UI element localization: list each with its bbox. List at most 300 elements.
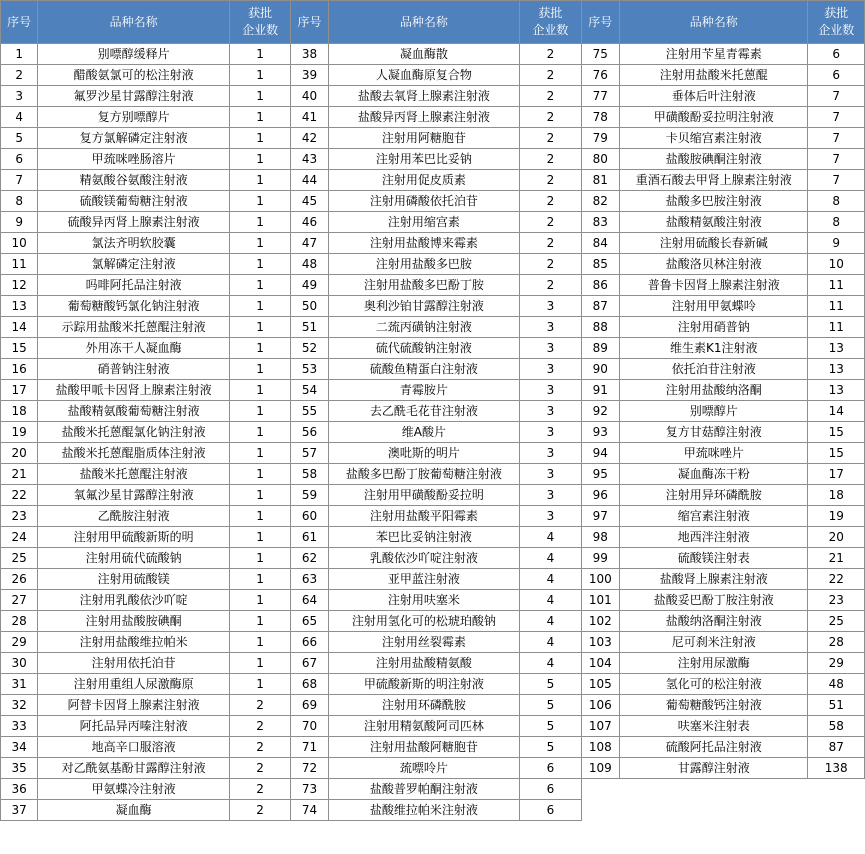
header-no-label: 序号 [297, 15, 322, 29]
cell-name: 精氨酸谷氨酸注射液 [38, 170, 230, 191]
header-count-line2: 企业数 [818, 23, 855, 37]
cell-no: 62 [291, 548, 328, 569]
cell-name: 盐酸肾上腺素注射液 [619, 569, 808, 590]
cell-count: 3 [520, 296, 581, 317]
cell-no: 4 [1, 107, 38, 128]
cell-no: 14 [1, 317, 38, 338]
cell-count: 15 [808, 422, 865, 443]
cell-name: 注射用氢化可的松琥珀酸钠 [328, 611, 520, 632]
cell-count: 8 [808, 191, 865, 212]
cell-count: 2 [520, 128, 581, 149]
cell-name: 盐酸维拉帕米注射液 [328, 800, 520, 821]
cell-name: 凝血酶 [38, 800, 230, 821]
cell-count: 51 [808, 695, 865, 716]
cell-name: 注射用盐酸纳洛酮 [619, 380, 808, 401]
table-row [1, 44, 865, 65]
cell-count: 1 [229, 548, 290, 569]
header-count [520, 1, 581, 44]
cell-count: 29 [808, 653, 865, 674]
cell-count: 20 [808, 527, 865, 548]
cell-name: 去乙酰毛花苷注射液 [328, 401, 520, 422]
table-row [1, 149, 865, 170]
cell-name: 尼可刹米注射液 [619, 632, 808, 653]
cell-no: 86 [581, 275, 619, 296]
table-row [1, 338, 865, 359]
cell-count: 2 [520, 65, 581, 86]
cell-no: 30 [1, 653, 38, 674]
cell-count: 1 [229, 506, 290, 527]
cell-name: 注射用盐酸米托蒽醌 [619, 65, 808, 86]
cell-name: 硫酸鱼精蛋白注射液 [328, 359, 520, 380]
cell-name: 注射用硝普钠 [619, 317, 808, 338]
header-count-line1: 获批 [248, 6, 273, 20]
cell-count: 48 [808, 674, 865, 695]
cell-no: 100 [581, 569, 619, 590]
cell-name: 氧氟沙星甘露醇注射液 [38, 485, 230, 506]
cell-name: 甲氨蝶冷注射液 [38, 779, 230, 800]
cell-no: 106 [581, 695, 619, 716]
table-body [1, 44, 865, 821]
cell-name: 硫酸阿托品注射液 [619, 737, 808, 758]
cell-no: 15 [1, 338, 38, 359]
cell-count: 25 [808, 611, 865, 632]
table-row [1, 422, 865, 443]
cell-count: 1 [229, 359, 290, 380]
header-no [1, 1, 38, 44]
cell-count: 7 [808, 128, 865, 149]
table-row [1, 107, 865, 128]
cell-no: 61 [291, 527, 328, 548]
table-row [1, 527, 865, 548]
cell-name: 盐酸普罗帕酮注射液 [328, 779, 520, 800]
cell-no: 37 [1, 800, 38, 821]
cell-no: 33 [1, 716, 38, 737]
cell-no: 105 [581, 674, 619, 695]
cell-count: 1 [229, 380, 290, 401]
cell-count: 14 [808, 401, 865, 422]
cell-count: 1 [229, 44, 290, 65]
cell-count: 19 [808, 506, 865, 527]
cell-name: 注射用甲硫酸新斯的明 [38, 527, 230, 548]
cell-name: 维生素K1注射液 [619, 338, 808, 359]
cell-no: 91 [581, 380, 619, 401]
cell-no: 18 [1, 401, 38, 422]
cell-no: 70 [291, 716, 328, 737]
cell-count: 2 [229, 716, 290, 737]
cell-name: 硫代硫酸钠注射液 [328, 338, 520, 359]
cell-name: 注射用盐酸维拉帕米 [38, 632, 230, 653]
cell-count: 1 [229, 254, 290, 275]
header-count-line1: 获批 [824, 6, 849, 20]
header-name-label: 品种名称 [109, 15, 158, 29]
cell-name: 注射用苯巴比妥钠 [328, 149, 520, 170]
cell-no: 17 [1, 380, 38, 401]
cell-count: 6 [520, 758, 581, 779]
cell-no: 74 [291, 800, 328, 821]
cell-count: 2 [520, 44, 581, 65]
cell-count: 2 [520, 275, 581, 296]
cell-no: 20 [1, 443, 38, 464]
cell-no: 3 [1, 86, 38, 107]
cell-no: 28 [1, 611, 38, 632]
header-no [291, 1, 328, 44]
cell-count: 2 [520, 86, 581, 107]
empty-cell [581, 800, 864, 821]
cell-name: 注射用精氨酸阿司匹林 [328, 716, 520, 737]
cell-no: 55 [291, 401, 328, 422]
cell-no: 32 [1, 695, 38, 716]
table-row [1, 212, 865, 233]
cell-count: 5 [520, 716, 581, 737]
cell-no: 34 [1, 737, 38, 758]
cell-count: 1 [229, 632, 290, 653]
cell-count: 2 [229, 695, 290, 716]
cell-no: 2 [1, 65, 38, 86]
cell-name: 缩宫素注射液 [619, 506, 808, 527]
cell-no: 76 [581, 65, 619, 86]
cell-no: 66 [291, 632, 328, 653]
cell-no: 75 [581, 44, 619, 65]
cell-count: 1 [229, 338, 290, 359]
table-row [1, 170, 865, 191]
cell-count: 1 [229, 653, 290, 674]
header-no-label: 序号 [7, 15, 32, 29]
cell-no: 29 [1, 632, 38, 653]
header-name-label: 品种名称 [689, 15, 738, 29]
cell-no: 93 [581, 422, 619, 443]
cell-name: 注射用促皮质素 [328, 170, 520, 191]
cell-count: 4 [520, 548, 581, 569]
cell-name: 盐酸多巴胺注射液 [619, 191, 808, 212]
cell-name: 注射用硫酸长春新碱 [619, 233, 808, 254]
cell-no: 64 [291, 590, 328, 611]
cell-no: 96 [581, 485, 619, 506]
table-row [1, 779, 865, 800]
cell-count: 3 [520, 359, 581, 380]
table-row [1, 800, 865, 821]
cell-no: 107 [581, 716, 619, 737]
table-row [1, 611, 865, 632]
cell-count: 1 [229, 401, 290, 422]
cell-count: 10 [808, 254, 865, 275]
cell-name: 复方别嘌醇片 [38, 107, 230, 128]
cell-no: 35 [1, 758, 38, 779]
cell-no: 11 [1, 254, 38, 275]
cell-name: 盐酸米托蒽醌注射液 [38, 464, 230, 485]
cell-no: 43 [291, 149, 328, 170]
cell-name: 吗啡阿托品注射液 [38, 275, 230, 296]
header-no-label: 序号 [588, 15, 613, 29]
cell-no: 7 [1, 170, 38, 191]
cell-name: 地西泮注射液 [619, 527, 808, 548]
cell-name: 呋塞米注射表 [619, 716, 808, 737]
cell-name: 盐酸精氨酸注射液 [619, 212, 808, 233]
cell-name: 亚甲蓝注射液 [328, 569, 520, 590]
cell-name: 氯解磷定注射液 [38, 254, 230, 275]
cell-no: 63 [291, 569, 328, 590]
cell-name: 青霉胺片 [328, 380, 520, 401]
cell-name: 复方甘菇醇注射液 [619, 422, 808, 443]
cell-no: 49 [291, 275, 328, 296]
cell-no: 65 [291, 611, 328, 632]
table-row [1, 359, 865, 380]
cell-count: 1 [229, 275, 290, 296]
cell-count: 1 [229, 569, 290, 590]
cell-count: 2 [229, 779, 290, 800]
cell-no: 19 [1, 422, 38, 443]
cell-count: 4 [520, 569, 581, 590]
cell-count: 11 [808, 296, 865, 317]
header-count-line1: 获批 [538, 6, 563, 20]
cell-no: 73 [291, 779, 328, 800]
cell-count: 8 [808, 212, 865, 233]
cell-name: 奥利沙铂甘露醇注射液 [328, 296, 520, 317]
cell-name: 注射用甲氨蝶呤 [619, 296, 808, 317]
cell-count: 4 [520, 632, 581, 653]
cell-no: 85 [581, 254, 619, 275]
cell-no: 58 [291, 464, 328, 485]
cell-count: 3 [520, 443, 581, 464]
cell-count: 7 [808, 149, 865, 170]
cell-count: 2 [520, 107, 581, 128]
cell-no: 83 [581, 212, 619, 233]
cell-name: 乳酸依沙吖啶注射液 [328, 548, 520, 569]
cell-no: 95 [581, 464, 619, 485]
cell-name: 甲磺酸酚妥拉明注射液 [619, 107, 808, 128]
cell-no: 77 [581, 86, 619, 107]
cell-no: 13 [1, 296, 38, 317]
cell-count: 2 [520, 191, 581, 212]
table-row [1, 317, 865, 338]
cell-name: 盐酸去氧肾上腺素注射液 [328, 86, 520, 107]
table-row [1, 401, 865, 422]
header-name [328, 1, 520, 44]
cell-no: 40 [291, 86, 328, 107]
cell-no: 81 [581, 170, 619, 191]
cell-name: 注射用盐酸多巴酚丁胺 [328, 275, 520, 296]
cell-name: 注射用盐酸精氨酸 [328, 653, 520, 674]
cell-count: 9 [808, 233, 865, 254]
cell-count: 18 [808, 485, 865, 506]
cell-name: 盐酸胺碘酮注射液 [619, 149, 808, 170]
cell-name: 硫酸镁注射表 [619, 548, 808, 569]
cell-count: 1 [229, 674, 290, 695]
cell-name: 注射用依托泊苷 [38, 653, 230, 674]
table-row [1, 548, 865, 569]
cell-count: 1 [229, 485, 290, 506]
cell-count: 1 [229, 611, 290, 632]
cell-name: 垂体后叶注射液 [619, 86, 808, 107]
cell-no: 94 [581, 443, 619, 464]
cell-name: 注射用异环磷酰胺 [619, 485, 808, 506]
cell-name: 醋酸氨氯可的松注射液 [38, 65, 230, 86]
cell-count: 1 [229, 590, 290, 611]
cell-count: 17 [808, 464, 865, 485]
cell-no: 68 [291, 674, 328, 695]
cell-name: 外用冻干人凝血酶 [38, 338, 230, 359]
cell-no: 97 [581, 506, 619, 527]
cell-no: 104 [581, 653, 619, 674]
cell-count: 13 [808, 338, 865, 359]
cell-count: 58 [808, 716, 865, 737]
table-row [1, 296, 865, 317]
cell-name: 注射用硫代硫酸钠 [38, 548, 230, 569]
cell-count: 22 [808, 569, 865, 590]
cell-count: 3 [520, 422, 581, 443]
cell-no: 109 [581, 758, 619, 779]
cell-count: 2 [520, 233, 581, 254]
cell-name: 盐酸米托蒽醌脂质体注射液 [38, 443, 230, 464]
cell-name: 阿托品异丙嗪注射液 [38, 716, 230, 737]
cell-no: 44 [291, 170, 328, 191]
cell-no: 108 [581, 737, 619, 758]
cell-no: 5 [1, 128, 38, 149]
cell-no: 67 [291, 653, 328, 674]
cell-no: 82 [581, 191, 619, 212]
cell-name: 注射用磷酸依托泊苷 [328, 191, 520, 212]
cell-name: 注射用乳酸依沙吖啶 [38, 590, 230, 611]
cell-count: 4 [520, 653, 581, 674]
table-row [1, 464, 865, 485]
cell-name: 普鲁卡因肾上腺素注射液 [619, 275, 808, 296]
cell-no: 51 [291, 317, 328, 338]
cell-count: 3 [520, 380, 581, 401]
cell-name: 盐酸甲哌卡因肾上腺素注射液 [38, 380, 230, 401]
cell-count: 5 [520, 674, 581, 695]
table-row [1, 632, 865, 653]
cell-no: 24 [1, 527, 38, 548]
cell-count: 11 [808, 317, 865, 338]
cell-no: 27 [1, 590, 38, 611]
cell-no: 59 [291, 485, 328, 506]
cell-no: 46 [291, 212, 328, 233]
header-name-label: 品种名称 [399, 15, 448, 29]
header-count-line2: 企业数 [532, 23, 569, 37]
cell-count: 2 [520, 212, 581, 233]
cell-name: 二巯丙磺钠注射液 [328, 317, 520, 338]
header-row [1, 1, 865, 44]
cell-count: 1 [229, 149, 290, 170]
cell-count: 7 [808, 107, 865, 128]
cell-count: 1 [229, 422, 290, 443]
cell-count: 1 [229, 191, 290, 212]
cell-name: 盐酸精氨酸葡萄糖注射液 [38, 401, 230, 422]
cell-count: 3 [520, 506, 581, 527]
cell-no: 72 [291, 758, 328, 779]
cell-name: 卡贝缩宫素注射液 [619, 128, 808, 149]
cell-name: 复方氯解磷定注射液 [38, 128, 230, 149]
cell-no: 92 [581, 401, 619, 422]
cell-count: 1 [229, 317, 290, 338]
table-row [1, 569, 865, 590]
cell-name: 甘露醇注射液 [619, 758, 808, 779]
cell-name: 维A酸片 [328, 422, 520, 443]
cell-name: 盐酸纳洛酮注射液 [619, 611, 808, 632]
cell-name: 葡萄糖酸钙注射液 [619, 695, 808, 716]
cell-name: 注射用盐酸阿糖胞苷 [328, 737, 520, 758]
cell-no: 88 [581, 317, 619, 338]
cell-count: 1 [229, 65, 290, 86]
cell-name: 甲硫酸新斯的明注射液 [328, 674, 520, 695]
cell-no: 56 [291, 422, 328, 443]
cell-count: 15 [808, 443, 865, 464]
header-count-line2: 企业数 [242, 23, 279, 37]
cell-no: 25 [1, 548, 38, 569]
cell-name: 乙酰胺注射液 [38, 506, 230, 527]
cell-name: 示踪用盐酸米托蒽醌注射液 [38, 317, 230, 338]
cell-name: 盐酸妥巴酚丁胺注射液 [619, 590, 808, 611]
header-name [38, 1, 230, 44]
header-name [619, 1, 808, 44]
cell-name: 凝血酶散 [328, 44, 520, 65]
header-count [808, 1, 865, 44]
table-row [1, 674, 865, 695]
empty-cell [581, 779, 864, 800]
cell-count: 4 [520, 527, 581, 548]
cell-no: 41 [291, 107, 328, 128]
cell-no: 98 [581, 527, 619, 548]
table-row [1, 506, 865, 527]
cell-count: 2 [520, 254, 581, 275]
cell-name: 盐酸异丙肾上腺素注射液 [328, 107, 520, 128]
cell-count: 6 [520, 779, 581, 800]
table-row [1, 443, 865, 464]
cell-name: 地高辛口服溶液 [38, 737, 230, 758]
cell-count: 1 [229, 443, 290, 464]
cell-no: 53 [291, 359, 328, 380]
cell-no: 90 [581, 359, 619, 380]
cell-count: 1 [229, 527, 290, 548]
table-row [1, 191, 865, 212]
cell-no: 54 [291, 380, 328, 401]
cell-name: 盐酸多巴酚丁胺葡萄糖注射液 [328, 464, 520, 485]
cell-count: 6 [808, 44, 865, 65]
cell-no: 52 [291, 338, 328, 359]
cell-name: 对乙酰氨基酚甘露醇注射液 [38, 758, 230, 779]
cell-no: 9 [1, 212, 38, 233]
cell-name: 注射用盐酸胺碘酮 [38, 611, 230, 632]
cell-count: 5 [520, 737, 581, 758]
table-row [1, 128, 865, 149]
table-row [1, 275, 865, 296]
cell-count: 1 [229, 107, 290, 128]
cell-count: 13 [808, 359, 865, 380]
table-row [1, 380, 865, 401]
cell-no: 78 [581, 107, 619, 128]
cell-name: 注射用环磷酰胺 [328, 695, 520, 716]
table-row [1, 716, 865, 737]
cell-count: 5 [520, 695, 581, 716]
table-row [1, 254, 865, 275]
cell-name: 重酒石酸去甲肾上腺素注射液 [619, 170, 808, 191]
cell-no: 99 [581, 548, 619, 569]
cell-count: 1 [229, 86, 290, 107]
cell-count: 3 [520, 338, 581, 359]
cell-name: 注射用阿糖胞苷 [328, 128, 520, 149]
table-row [1, 758, 865, 779]
cell-no: 16 [1, 359, 38, 380]
header-no [581, 1, 619, 44]
cell-count: 2 [229, 800, 290, 821]
cell-no: 6 [1, 149, 38, 170]
cell-count: 138 [808, 758, 865, 779]
cell-no: 10 [1, 233, 38, 254]
cell-no: 23 [1, 506, 38, 527]
cell-name: 别嘌醇缓释片 [38, 44, 230, 65]
cell-name: 注射用盐酸平阳霉素 [328, 506, 520, 527]
cell-count: 6 [808, 65, 865, 86]
cell-name: 注射用缩宫素 [328, 212, 520, 233]
